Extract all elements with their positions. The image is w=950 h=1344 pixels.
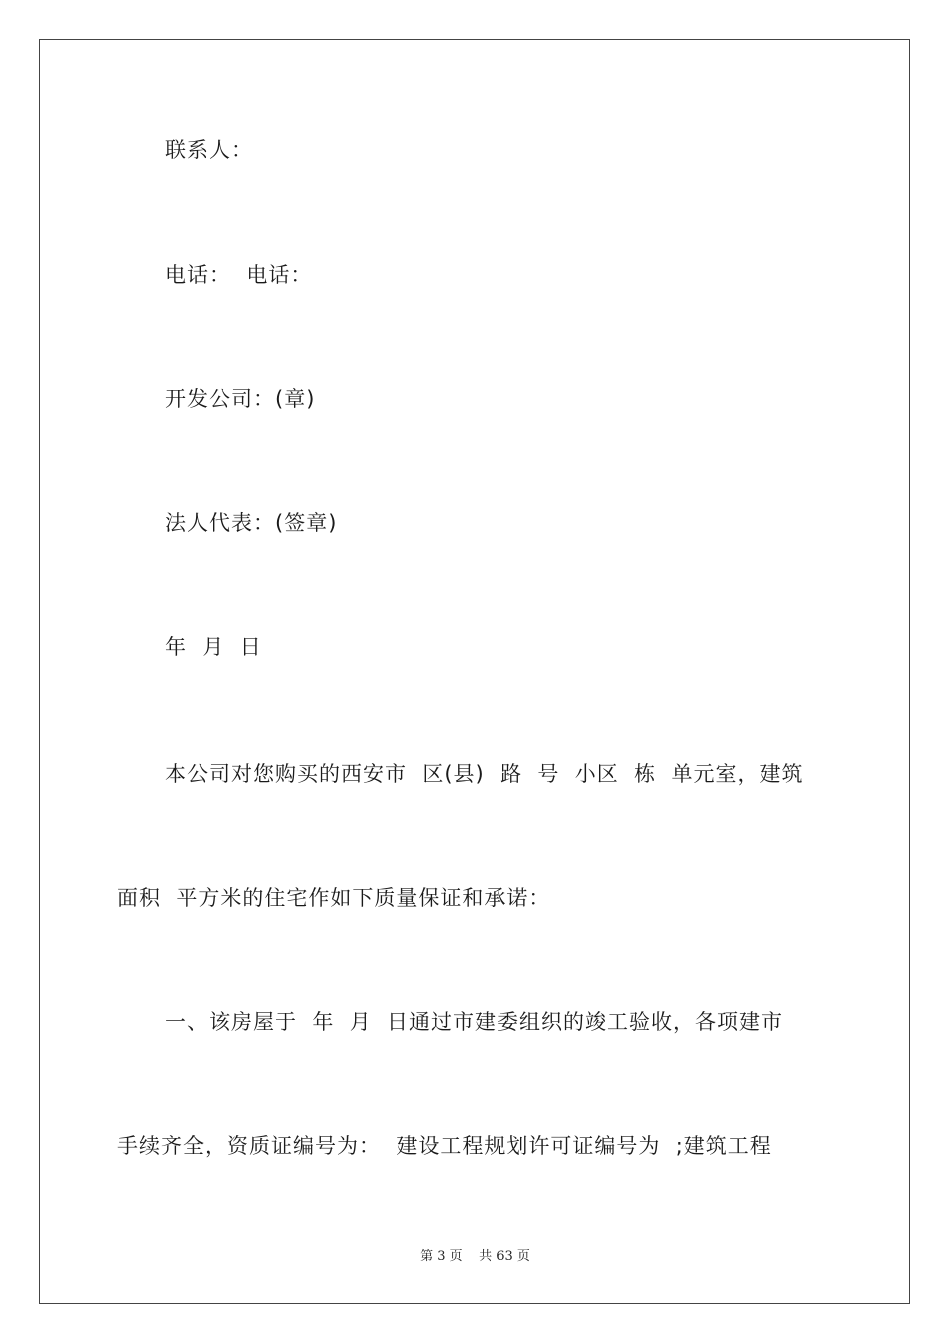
paragraph-intro-line-1: 本公司对您购买的西安市 区(县) 路 号 小区 栋 单元室，建筑 (165, 762, 804, 786)
legal-representative-line: 法人代表：(签章) (165, 511, 338, 535)
contact-person-line: 联系人： (165, 138, 253, 162)
paragraph-intro-line-2: 面积 平方米的住宅作如下质量保证和承诺： (117, 886, 551, 910)
clause-one-line-1: 一、该房屋于 年 月 日通过市建委组织的竣工验收，各项建市 (165, 1010, 784, 1034)
phone-line: 电话： 电话： (165, 263, 313, 287)
developer-company-line: 开发公司：(章) (165, 387, 316, 411)
date-line: 年 月 日 (165, 635, 262, 659)
page-number-footer: 第 3 页 共 63 页 (420, 1249, 530, 1264)
clause-one-line-2: 手续齐全，资质证编号为： 建设工程规划许可证编号为 ;建筑工程 (117, 1134, 772, 1158)
page-border (39, 39, 910, 1304)
